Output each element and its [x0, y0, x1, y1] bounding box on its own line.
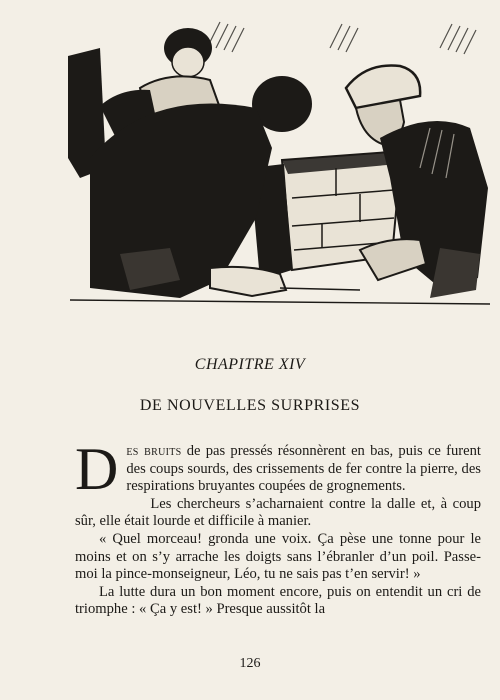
paragraph-1	[75, 436, 481, 502]
chapter-title: DE NOUVELLES SURPRISES	[139, 397, 361, 414]
drop-cap: D	[75, 436, 119, 502]
paragraph-1-text: de pas pressés résonnèrent en bas, puis ce furent des coups sourds, des crissements de fer contre la pierre, des respirations bruyantes coupées de grognements.	[126, 443, 481, 495]
page-number: 126	[239, 656, 261, 671]
paragraph-4: La lutte dura un bon moment encore, puis on entendit un cri de triomphe : « Ça y est! » Presque aussitôt la	[75, 583, 481, 618]
paragraph-1-smallcaps: es bruits	[126, 443, 182, 459]
paragraph-3: « Quel morceau! gronda une voix. Ça pèse une tonne pour le moins et on s’y arrache les doigts sans l’ébranler d’un poil. Passe-moi la pince-monseigneur, Léo, tu ne sais pas t’en servir! »	[75, 530, 481, 583]
paragraph-2: Les chercheurs s’acharnaient contre la dalle et, à coup sûr, elle était lourde et difficile à manier.	[75, 495, 481, 530]
chapter-illustration	[60, 18, 492, 310]
chapter-number: CHAPITRE XIV	[194, 356, 306, 373]
chapter-body	[75, 436, 481, 619]
